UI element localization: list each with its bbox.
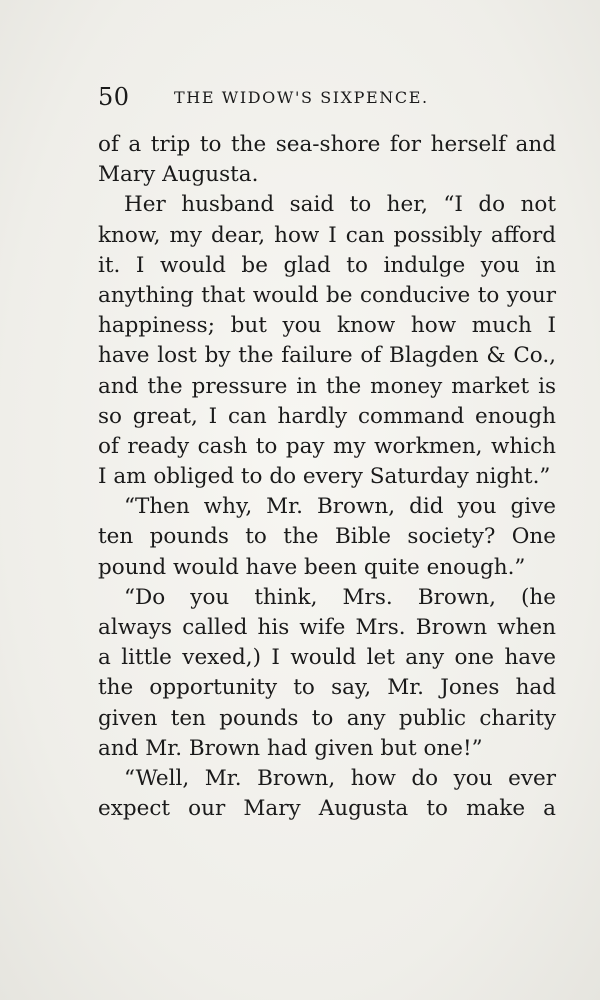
text-line: a little vexed,) I would let any one have <box>98 645 556 671</box>
text-line: expect our Mary Augusta to make a <box>98 796 556 822</box>
text-line: and the pressure in the money market is <box>98 373 556 399</box>
text-line: “Do you think, Mrs. Brown, (he <box>124 584 556 610</box>
text-line: given ten pounds to any public charity <box>98 705 556 731</box>
text-line: have lost by the failure of Blagden & Co., <box>98 343 556 369</box>
text-line: anything that would be conducive to your <box>98 282 556 308</box>
text-line: and Mr. Brown had given but one!” <box>98 735 483 761</box>
body-text <box>98 130 556 824</box>
running-title: THE WIDOW'S SIXPENCE. <box>174 88 429 107</box>
text-line: pound would have been quite enough.” <box>98 554 526 580</box>
text-line: so great, I can hardly command enough <box>98 403 556 429</box>
text-line: of a trip to the sea-shore for herself and <box>98 132 556 157</box>
page-header <box>98 82 558 112</box>
text-line: know, my dear, how I can possibly afford <box>98 222 556 248</box>
text-line: happiness; but you know how much I <box>98 313 556 339</box>
text-line: always called his wife Mrs. Brown when <box>98 615 556 640</box>
page-number: 50 <box>98 83 130 111</box>
text-line: I am obliged to do every Saturday night.” <box>98 464 551 490</box>
text-line: ten pounds to the Bible society? One <box>98 524 556 550</box>
text-line: “Well, Mr. Brown, how do you ever <box>124 765 556 791</box>
text-line: Her husband said to her, “I do not <box>124 192 556 218</box>
text-line: Mary Augusta. <box>98 162 259 188</box>
text-line: the opportunity to say, Mr. Jones had <box>98 675 556 701</box>
text-line: of ready cash to pay my workmen, which <box>98 433 556 459</box>
text-line: it. I would be glad to indulge you in <box>98 252 556 278</box>
text-line: “Then why, Mr. Brown, did you give <box>124 494 556 520</box>
